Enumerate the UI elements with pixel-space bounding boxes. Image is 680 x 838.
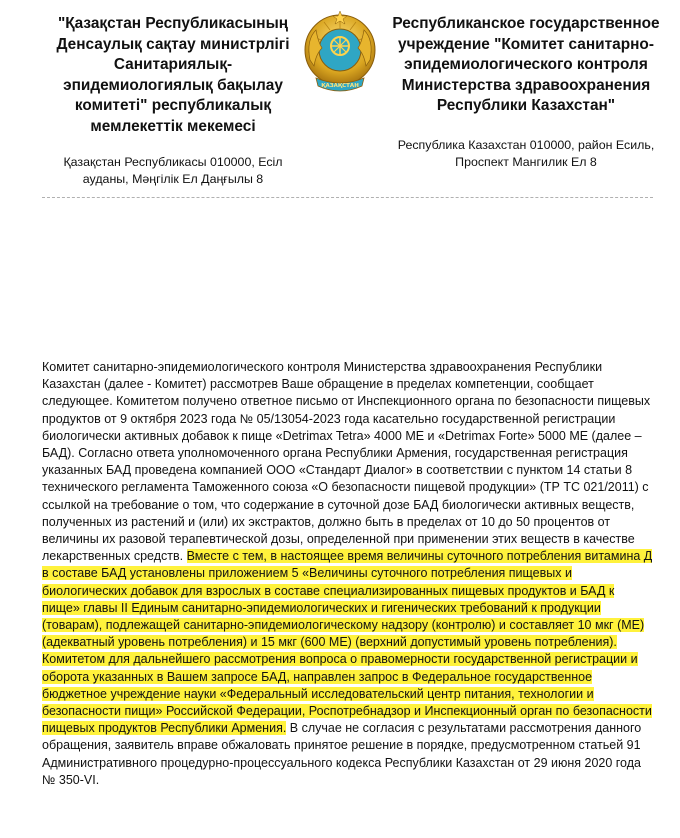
body-intro-text: Комитет санитарно-эпидемиологического контроля Министерства здравоохранения Республики Казахстан (далее - Комитет) рассмотрев Ваше обращение в пределах компетенции, сообщает следующее. Комитетом получено ответное письмо от Инспекционного органа по безопасности пищевых продуктов от 9 октября 2023 года № 05/13054-2023 года касательно государственной регистрации биологически активных добавок к пище «Detrimax Tetra» 4000 МЕ и «Detrimax Forte» 5000 МЕ (далее –БАД). Согласно ответа уполномоченного органа Республики Армения, государственная регистрация указанных БАД проведена компанией ООО «Стандарт Диалог» в соответствии с пунктом 14 статьи 8 технического регламента Таможенного союза «О безопасности пищевой продукции» (ТР ТС 021/2011) с ссылкой на требование о том, что содержание в суточной дозе БАД биологически активных веществ, полученных из растений и (или) их экстрактов, должно быть в пределах от 10 до 50 процентов от величины их разовой терапевтической дозы, определенной при применении этих веществ в качестве лекарственных средств. <box>42 360 651 564</box>
org-name-kazakh: "Қазақстан Республикасының Денсаулық сақтау министрлігі Санитариялық-эпидемиологиялық бақылау комитеті" республикалық мемлекеттік мекемесі <box>56 15 290 135</box>
org-address-russian: Республика Казахстан 010000, район Есиль, Проспект Мангилик Ел 8 <box>397 137 655 169</box>
header-russian-block <box>392 14 660 171</box>
org-name-russian: Республиканское государственное учреждение "Комитет санитарно-эпидемиологического контроля Министерства здравоохранения Республики Казахстан" <box>392 15 660 114</box>
org-address-kazakh: Қазақстан Республикасы 010000, Есіл ауданы, Мәңгілік Ел Даңғылы 8 <box>63 155 283 186</box>
body-highlighted-text: Вместе с тем, в настоящее время величины суточного потребления витамина Д в составе БАД установлены приложением 5 «Величины суточного потребления пищевых и биологических добавок для взрослых в составе специализированных пищевых продуктов и БАД к пище» главы II Единым санитарно-эпидемиологических и гигенических требований к продукции (товарам), подлежащей санитарно-эпидемиологическому надзору (контролю) и составляет 10 мкг (МЕ) (адекватный уровень потребления) и 15 мкг (600 МЕ) (верхний допустимый уровень потребления). Комитетом для дальнейшего рассмотрения вопроса о правомерности государственной регистрации и оборота указанных в Вашем запросе БАД, направлен запрос в Федеральное государственное бюджетное учреждение науки «Федеральный исследовательский центр питания, технологии и безопасности пищи» Российской Федерации, Роспотребнадзор и Инспекционный орган по безопасности пищевых продуктов Республики Армения. <box>42 549 653 736</box>
emblem-caption: ҚАЗАҚСТАН <box>321 83 359 89</box>
kazakhstan-state-emblem-icon <box>302 10 378 100</box>
body-closing-text: В случае не согласия с результатами рассмотрения данного обращения, заявитель вправе обжаловать принятое решение в порядке, предусмотренном статьей 91 Административного процедурно-процессуального кодекса Республики Казахстан от 29 июня 2020 года № 350-VI. <box>42 721 642 787</box>
letter-body <box>42 359 654 789</box>
header-divider <box>42 197 653 198</box>
header-kazakh-block <box>42 14 304 188</box>
